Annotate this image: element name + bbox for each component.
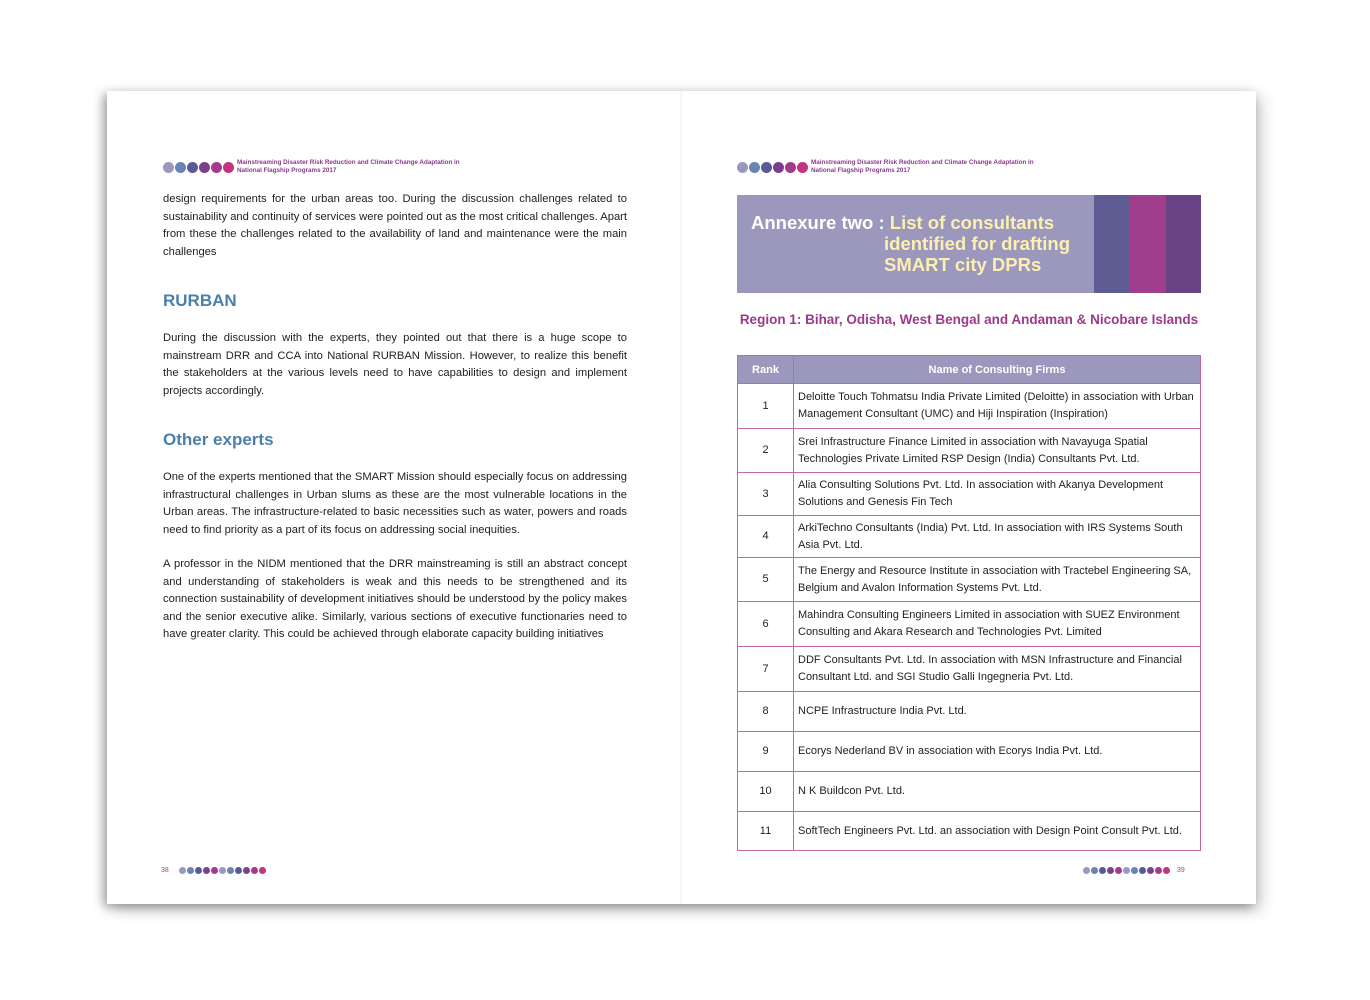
table-header-row [738, 356, 1201, 384]
header-rank: Rank [738, 356, 794, 384]
decorative-dot [163, 162, 174, 173]
rank-cell: 3 [738, 473, 794, 516]
decorative-dot [785, 162, 796, 173]
footer-dot [1091, 867, 1098, 874]
annexure-title-line2: identified for drafting [884, 233, 1071, 254]
heading-other-experts: Other experts [163, 430, 274, 449]
left-page [107, 91, 682, 904]
footer-dot [1099, 867, 1106, 874]
firm-cell: Mahindra Consulting Engineers Limited in association with SUEZ Environment Consulting and Akara Research and Technologies Pvt. Limited [794, 602, 1201, 647]
decorative-dot [737, 162, 748, 173]
footer-dot [227, 867, 234, 874]
footer-dot [211, 867, 218, 874]
footer-right [1083, 867, 1185, 874]
decorative-dot [749, 162, 760, 173]
running-head-line1: Mainstreaming Disaster Risk Reduction and Climate Change Adaptation in [237, 159, 460, 166]
running-head-line2: National Flagship Programs 2017 [811, 167, 911, 174]
table-body [738, 384, 1201, 851]
paragraph-experts-1: One of the experts mentioned that the SMART Mission should especially focus on addressing infrastructural challenges in Urban slums as these are the most vulnerable locations in the Urban areas. The infrastructure-related to basic necessities such as water, powers and roads need to find priority as a part of its focus on addressing social inequities. [163, 471, 627, 536]
rank-cell: 6 [738, 602, 794, 647]
footer-left [161, 867, 267, 874]
table-row [738, 812, 1201, 851]
footer-dot [243, 867, 250, 874]
rank-cell: 11 [738, 812, 794, 851]
running-head-text [811, 159, 1034, 175]
decorative-dot [761, 162, 772, 173]
firm-cell: SoftTech Engineers Pvt. Ltd. an association with Design Point Consult Pvt. Ltd. [794, 812, 1201, 851]
annexure-banner [737, 195, 1201, 293]
footer-dot [1123, 867, 1130, 874]
banner-stripe-2 [1130, 195, 1166, 293]
footer-dot [1083, 867, 1090, 874]
firm-cell: The Energy and Resource Institute in association with Tractebel Engineering SA, Belgium and Avalon Information Systems Pvt. Ltd. [794, 558, 1201, 602]
rank-cell: 4 [738, 516, 794, 558]
decorative-dot [175, 162, 186, 173]
firm-cell: NCPE Infrastructure India Pvt. Ltd. [794, 692, 1201, 732]
rank-cell: 5 [738, 558, 794, 602]
footer-dot [1107, 867, 1114, 874]
table-row [738, 473, 1201, 516]
decorative-dot [773, 162, 784, 173]
footer-dot [235, 867, 242, 874]
table-row [738, 772, 1201, 812]
region-title: Region 1: Bihar, Odisha, West Bengal and Andaman & Nicobare Islands [739, 312, 1199, 327]
table-row [738, 516, 1201, 558]
footer-dot [219, 867, 226, 874]
table-row [738, 429, 1201, 473]
paragraph-rurban: During the discussion with the experts, they pointed out that there is a huge scope to mainstream DRR and CCA into National RURBAN Mission. However, to realize this benefit the stakeholders at the various levels need to have capabilities to design and implement projects accordingly. [163, 332, 627, 397]
annexure-title-line1: List of consultants [889, 212, 1055, 233]
firm-cell: Alia Consulting Solutions Pvt. Ltd. In association with Akanya Development Solutions and Genesis Fin Tech [794, 473, 1201, 516]
firm-cell: Srei Infrastructure Finance Limited in association with Navayuga Spatial Technologies Private Limited RSP Design (India) Consultants Pvt. Ltd. [794, 429, 1201, 473]
footer-dot [203, 867, 210, 874]
footer-dots-right [1083, 867, 1171, 874]
footer-dot [1155, 867, 1162, 874]
firm-cell: Deloitte Touch Tohmatsu India Private Limited (Deloitte) in association with Urban Management Consultant (UMC) and Hiji Inspiration (Inspiration) [794, 384, 1201, 429]
decorative-dot [797, 162, 808, 173]
footer-dot [1139, 867, 1146, 874]
decorative-dot [223, 162, 234, 173]
running-head-dots [737, 162, 808, 173]
paragraph-experts-2: A professor in the NIDM mentioned that the DRR mainstreaming is still an abstract concept and understanding of stakeholders is weak and this needs to be strengthened and its connection sustainability of development initiatives should be understood by the policy makes and the senior executive alike. Similarly, various sections of executive functionaries need to have greater clarity. This could be achieved through elaborate capacity building initiatives [163, 558, 627, 640]
table-row [738, 692, 1201, 732]
rank-cell: 1 [738, 384, 794, 429]
table-row [738, 602, 1201, 647]
table-row [738, 384, 1201, 429]
footer-dots-left [179, 867, 267, 874]
paragraph-intro: design requirements for the urban areas too. During the discussion challenges related to sustainability and continuity of services were pointed out as the most critical challenges. Apart from these the challenges related to the availability of land and maintenance were the main challenges [163, 193, 627, 258]
decorative-dot [199, 162, 210, 173]
table-row [738, 732, 1201, 772]
running-head-line2: National Flagship Programs 2017 [237, 167, 337, 174]
footer-dot [1131, 867, 1138, 874]
decorative-dot [211, 162, 222, 173]
page-number-left: 38 [161, 867, 169, 874]
annexure-label: Annexure two : [751, 212, 885, 233]
running-head-text [237, 159, 460, 175]
right-page [682, 91, 1256, 904]
firm-cell: Ecorys Nederland BV in association with Ecorys India Pvt. Ltd. [794, 732, 1201, 772]
annexure-title-line3: SMART city DPRs [884, 254, 1042, 275]
table-row [738, 558, 1201, 602]
consultants-table [737, 355, 1201, 851]
running-head-left [163, 159, 460, 175]
page-number-right: 39 [1177, 867, 1185, 874]
book-spread [107, 91, 1256, 904]
running-head-right [737, 159, 1034, 175]
rank-cell: 8 [738, 692, 794, 732]
footer-dot [179, 867, 186, 874]
rank-cell: 9 [738, 732, 794, 772]
rank-cell: 10 [738, 772, 794, 812]
banner-stripe-3 [1166, 195, 1201, 293]
firm-cell: DDF Consultants Pvt. Ltd. In association with MSN Infrastructure and Financial Consultant Ltd. and SGI Studio Galli Ingegneria Pvt. Ltd. [794, 647, 1201, 692]
header-firm: Name of Consulting Firms [794, 356, 1201, 384]
heading-rurban: RURBAN [163, 291, 237, 310]
footer-dot [195, 867, 202, 874]
footer-dot [1115, 867, 1122, 874]
banner-stripe-1 [1094, 195, 1130, 293]
running-head-dots [163, 162, 234, 173]
footer-dot [259, 867, 266, 874]
footer-dot [251, 867, 258, 874]
footer-dot [187, 867, 194, 874]
firm-cell: N K Buildcon Pvt. Ltd. [794, 772, 1201, 812]
annexure-title [751, 212, 1070, 275]
table-row [738, 647, 1201, 692]
rank-cell: 7 [738, 647, 794, 692]
footer-dot [1163, 867, 1170, 874]
decorative-dot [187, 162, 198, 173]
running-head-line1: Mainstreaming Disaster Risk Reduction and Climate Change Adaptation in [811, 159, 1034, 166]
footer-dot [1147, 867, 1154, 874]
firm-cell: ArkiTechno Consultants (India) Pvt. Ltd. In association with IRS Systems South Asia Pvt. Ltd. [794, 516, 1201, 558]
rank-cell: 2 [738, 429, 794, 473]
